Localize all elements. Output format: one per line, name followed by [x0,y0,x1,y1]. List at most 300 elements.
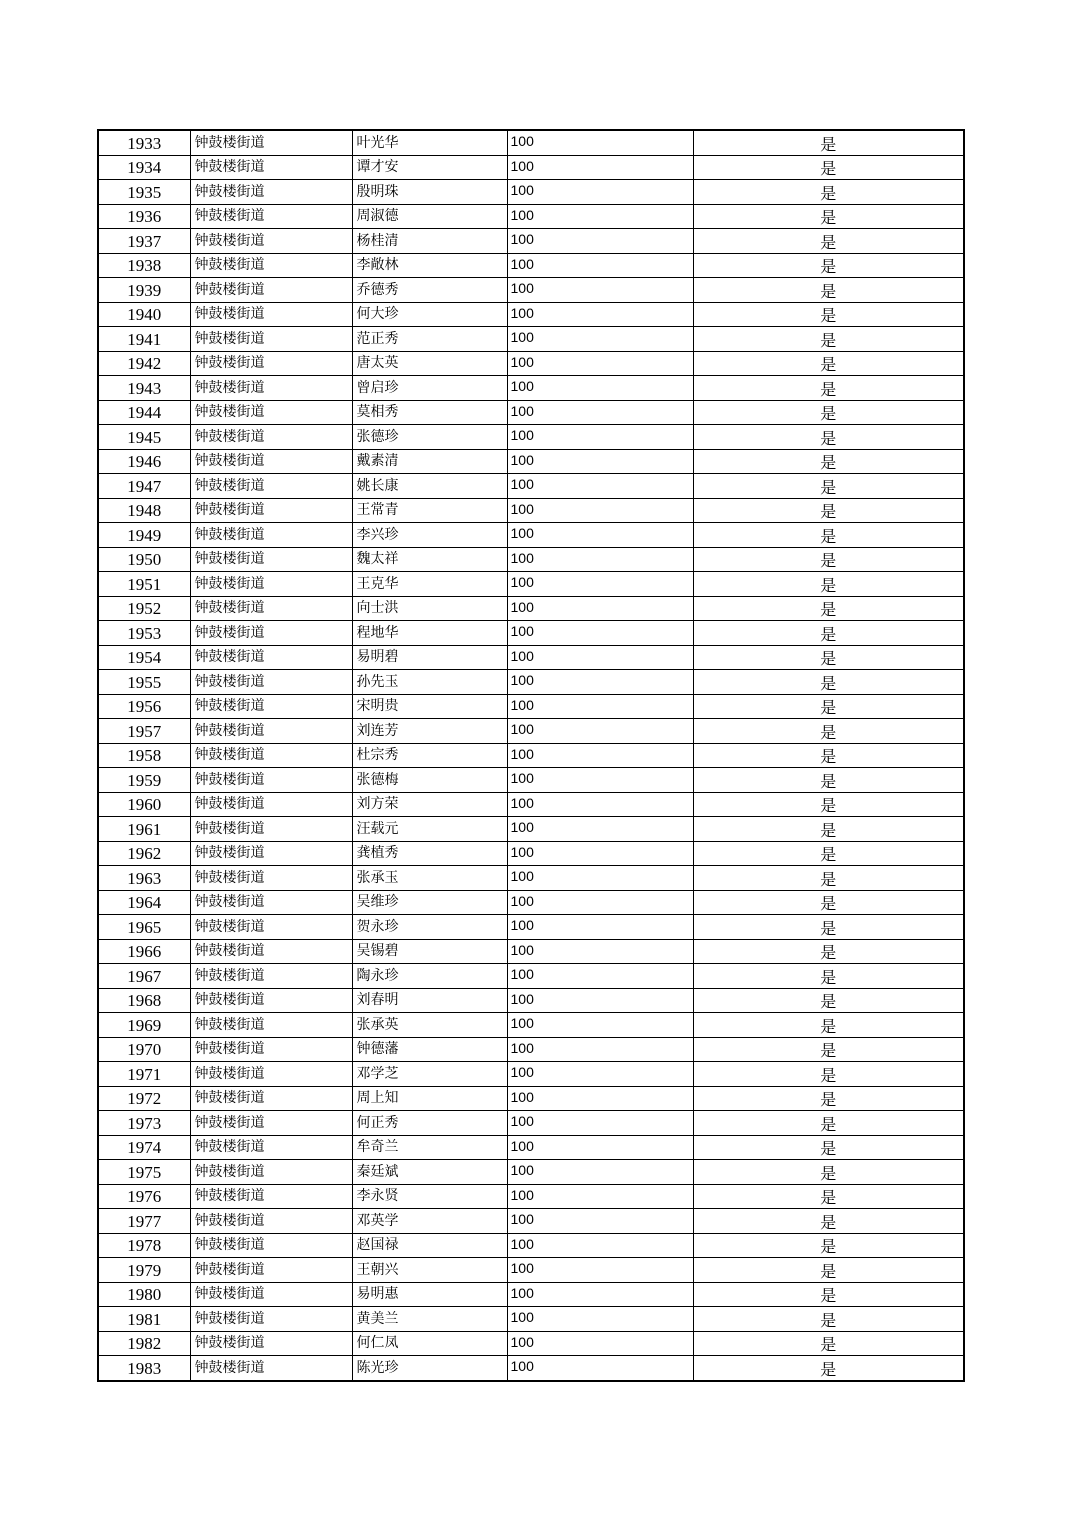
cell-serial-number: 1935 [98,180,190,205]
cell-street: 钟鼓楼街道 [190,1013,352,1038]
table-row [98,474,964,499]
cell-serial-number: 1977 [98,1209,190,1234]
cell-flag: 是 [693,596,964,621]
cell-street: 钟鼓楼街道 [190,1282,352,1307]
cell-amount: 100 [507,1013,693,1038]
table-row [98,866,964,891]
cell-person-name: 杨桂清 [352,229,507,254]
cell-serial-number: 1951 [98,572,190,597]
cell-person-name: 刘春明 [352,988,507,1013]
cell-flag: 是 [693,1209,964,1234]
cell-serial-number: 1975 [98,1160,190,1185]
cell-amount: 100 [507,596,693,621]
cell-street: 钟鼓楼街道 [190,694,352,719]
table-row [98,1086,964,1111]
cell-serial-number: 1943 [98,376,190,401]
cell-serial-number: 1939 [98,278,190,303]
cell-amount: 100 [507,939,693,964]
cell-street: 钟鼓楼街道 [190,425,352,450]
cell-person-name: 刘连芳 [352,719,507,744]
cell-flag: 是 [693,302,964,327]
table-row [98,621,964,646]
cell-street: 钟鼓楼街道 [190,278,352,303]
cell-flag: 是 [693,1356,964,1381]
cell-flag: 是 [693,988,964,1013]
cell-street: 钟鼓楼街道 [190,792,352,817]
table-row [98,1307,964,1332]
table-row [98,768,964,793]
cell-serial-number: 1940 [98,302,190,327]
table-row [98,792,964,817]
cell-person-name: 陶永珍 [352,964,507,989]
table-row [98,155,964,180]
cell-serial-number: 1942 [98,351,190,376]
cell-flag: 是 [693,1258,964,1283]
cell-amount: 100 [507,547,693,572]
cell-serial-number: 1933 [98,130,190,155]
cell-flag: 是 [693,792,964,817]
data-sheet [97,129,963,1382]
cell-amount: 100 [507,915,693,940]
cell-person-name: 张德珍 [352,425,507,450]
records-table [97,129,965,1382]
cell-flag: 是 [693,351,964,376]
table-row [98,719,964,744]
table-row [98,278,964,303]
cell-serial-number: 1946 [98,449,190,474]
cell-flag: 是 [693,890,964,915]
cell-amount: 100 [507,1356,693,1381]
cell-amount: 100 [507,890,693,915]
cell-amount: 100 [507,204,693,229]
cell-street: 钟鼓楼街道 [190,1160,352,1185]
cell-person-name: 贺永珍 [352,915,507,940]
cell-person-name: 王克华 [352,572,507,597]
cell-serial-number: 1980 [98,1282,190,1307]
table-row [98,596,964,621]
cell-street: 钟鼓楼街道 [190,939,352,964]
cell-street: 钟鼓楼街道 [190,964,352,989]
cell-person-name: 叶光华 [352,130,507,155]
cell-amount: 100 [507,743,693,768]
cell-serial-number: 1976 [98,1184,190,1209]
cell-person-name: 殷明珠 [352,180,507,205]
cell-person-name: 吴维珍 [352,890,507,915]
cell-serial-number: 1937 [98,229,190,254]
cell-flag: 是 [693,204,964,229]
cell-person-name: 易明惠 [352,1282,507,1307]
cell-serial-number: 1952 [98,596,190,621]
cell-serial-number: 1941 [98,327,190,352]
cell-flag: 是 [693,1184,964,1209]
table-row [98,1233,964,1258]
cell-street: 钟鼓楼街道 [190,621,352,646]
cell-flag: 是 [693,1037,964,1062]
cell-flag: 是 [693,1062,964,1087]
cell-person-name: 吴锡碧 [352,939,507,964]
cell-person-name: 秦廷斌 [352,1160,507,1185]
cell-serial-number: 1971 [98,1062,190,1087]
table-row [98,1062,964,1087]
cell-street: 钟鼓楼街道 [190,474,352,499]
cell-person-name: 何大珍 [352,302,507,327]
cell-serial-number: 1964 [98,890,190,915]
cell-street: 钟鼓楼街道 [190,1135,352,1160]
cell-street: 钟鼓楼街道 [190,1307,352,1332]
cell-serial-number: 1960 [98,792,190,817]
cell-person-name: 李兴珍 [352,523,507,548]
cell-amount: 100 [507,694,693,719]
cell-person-name: 邓英学 [352,1209,507,1234]
cell-street: 钟鼓楼街道 [190,743,352,768]
cell-flag: 是 [693,400,964,425]
cell-person-name: 姚长康 [352,474,507,499]
table-row [98,694,964,719]
cell-amount: 100 [507,1037,693,1062]
cell-flag: 是 [693,523,964,548]
cell-person-name: 赵国禄 [352,1233,507,1258]
cell-person-name: 唐太英 [352,351,507,376]
table-row [98,180,964,205]
table-row [98,302,964,327]
cell-flag: 是 [693,547,964,572]
cell-serial-number: 1968 [98,988,190,1013]
cell-amount: 100 [507,768,693,793]
cell-street: 钟鼓楼街道 [190,351,352,376]
cell-person-name: 杜宗秀 [352,743,507,768]
cell-amount: 100 [507,425,693,450]
cell-street: 钟鼓楼街道 [190,645,352,670]
table-row [98,523,964,548]
cell-serial-number: 1954 [98,645,190,670]
cell-person-name: 程地华 [352,621,507,646]
cell-street: 钟鼓楼街道 [190,327,352,352]
cell-street: 钟鼓楼街道 [190,1209,352,1234]
cell-amount: 100 [507,1184,693,1209]
cell-person-name: 张德梅 [352,768,507,793]
cell-flag: 是 [693,841,964,866]
records-table-body [98,130,964,1381]
cell-person-name: 易明碧 [352,645,507,670]
cell-amount: 100 [507,302,693,327]
cell-amount: 100 [507,1282,693,1307]
cell-amount: 100 [507,1209,693,1234]
cell-serial-number: 1983 [98,1356,190,1381]
cell-flag: 是 [693,155,964,180]
cell-flag: 是 [693,817,964,842]
cell-person-name: 魏太祥 [352,547,507,572]
cell-serial-number: 1969 [98,1013,190,1038]
cell-serial-number: 1945 [98,425,190,450]
cell-person-name: 乔德秀 [352,278,507,303]
cell-amount: 100 [507,792,693,817]
cell-flag: 是 [693,229,964,254]
cell-amount: 100 [507,988,693,1013]
cell-serial-number: 1956 [98,694,190,719]
cell-person-name: 曾启珍 [352,376,507,401]
table-row [98,964,964,989]
cell-serial-number: 1955 [98,670,190,695]
cell-person-name: 张承英 [352,1013,507,1038]
cell-flag: 是 [693,1282,964,1307]
cell-amount: 100 [507,1086,693,1111]
cell-flag: 是 [693,572,964,597]
cell-serial-number: 1936 [98,204,190,229]
table-row [98,425,964,450]
cell-amount: 100 [507,1258,693,1283]
cell-amount: 100 [507,351,693,376]
cell-person-name: 周上知 [352,1086,507,1111]
cell-street: 钟鼓楼街道 [190,204,352,229]
cell-person-name: 龚植秀 [352,841,507,866]
cell-amount: 100 [507,498,693,523]
cell-amount: 100 [507,523,693,548]
cell-person-name: 李敞林 [352,253,507,278]
table-row [98,817,964,842]
cell-street: 钟鼓楼街道 [190,866,352,891]
cell-street: 钟鼓楼街道 [190,130,352,155]
cell-amount: 100 [507,1111,693,1136]
cell-street: 钟鼓楼街道 [190,1233,352,1258]
cell-serial-number: 1972 [98,1086,190,1111]
table-row [98,1160,964,1185]
cell-flag: 是 [693,743,964,768]
cell-street: 钟鼓楼街道 [190,572,352,597]
cell-person-name: 汪载元 [352,817,507,842]
cell-flag: 是 [693,694,964,719]
table-row [98,130,964,155]
cell-flag: 是 [693,449,964,474]
table-row [98,670,964,695]
table-row [98,841,964,866]
cell-flag: 是 [693,645,964,670]
cell-flag: 是 [693,1086,964,1111]
cell-street: 钟鼓楼街道 [190,1086,352,1111]
cell-person-name: 张承玉 [352,866,507,891]
table-row [98,376,964,401]
cell-flag: 是 [693,498,964,523]
cell-amount: 100 [507,1062,693,1087]
cell-flag: 是 [693,670,964,695]
cell-serial-number: 1961 [98,817,190,842]
cell-flag: 是 [693,253,964,278]
cell-serial-number: 1974 [98,1135,190,1160]
cell-serial-number: 1938 [98,253,190,278]
cell-serial-number: 1963 [98,866,190,891]
table-row [98,1111,964,1136]
cell-flag: 是 [693,327,964,352]
cell-person-name: 何仁凤 [352,1331,507,1356]
table-row [98,351,964,376]
cell-amount: 100 [507,817,693,842]
cell-street: 钟鼓楼街道 [190,180,352,205]
cell-amount: 100 [507,327,693,352]
cell-person-name: 李永贤 [352,1184,507,1209]
cell-flag: 是 [693,1013,964,1038]
cell-flag: 是 [693,1331,964,1356]
cell-street: 钟鼓楼街道 [190,1184,352,1209]
cell-serial-number: 1950 [98,547,190,572]
table-row [98,1135,964,1160]
cell-serial-number: 1934 [98,155,190,180]
table-row [98,988,964,1013]
cell-flag: 是 [693,1111,964,1136]
cell-amount: 100 [507,645,693,670]
cell-amount: 100 [507,866,693,891]
cell-amount: 100 [507,376,693,401]
cell-amount: 100 [507,180,693,205]
cell-person-name: 黄美兰 [352,1307,507,1332]
cell-flag: 是 [693,964,964,989]
table-row [98,1037,964,1062]
cell-street: 钟鼓楼街道 [190,988,352,1013]
cell-person-name: 孙先玉 [352,670,507,695]
cell-amount: 100 [507,719,693,744]
cell-flag: 是 [693,621,964,646]
cell-flag: 是 [693,180,964,205]
cell-amount: 100 [507,253,693,278]
cell-street: 钟鼓楼街道 [190,400,352,425]
table-row [98,1356,964,1381]
cell-amount: 100 [507,1233,693,1258]
table-row [98,253,964,278]
table-row [98,915,964,940]
cell-serial-number: 1979 [98,1258,190,1283]
cell-person-name: 陈光珍 [352,1356,507,1381]
cell-serial-number: 1957 [98,719,190,744]
cell-amount: 100 [507,1135,693,1160]
cell-person-name: 宋明贵 [352,694,507,719]
cell-street: 钟鼓楼街道 [190,155,352,180]
table-row [98,449,964,474]
cell-serial-number: 1949 [98,523,190,548]
cell-street: 钟鼓楼街道 [190,817,352,842]
cell-street: 钟鼓楼街道 [190,1258,352,1283]
table-row [98,743,964,768]
table-row [98,1013,964,1038]
cell-serial-number: 1947 [98,474,190,499]
cell-person-name: 刘方荣 [352,792,507,817]
table-row [98,1184,964,1209]
cell-person-name: 邓学芝 [352,1062,507,1087]
table-row [98,229,964,254]
cell-person-name: 王常青 [352,498,507,523]
cell-street: 钟鼓楼街道 [190,670,352,695]
cell-flag: 是 [693,130,964,155]
cell-street: 钟鼓楼街道 [190,1062,352,1087]
cell-street: 钟鼓楼街道 [190,547,352,572]
cell-serial-number: 1978 [98,1233,190,1258]
table-row [98,1282,964,1307]
cell-amount: 100 [507,474,693,499]
table-row [98,890,964,915]
table-row [98,939,964,964]
cell-flag: 是 [693,939,964,964]
table-row [98,1258,964,1283]
cell-amount: 100 [507,1307,693,1332]
cell-flag: 是 [693,474,964,499]
cell-flag: 是 [693,1307,964,1332]
cell-street: 钟鼓楼街道 [190,523,352,548]
cell-street: 钟鼓楼街道 [190,229,352,254]
cell-flag: 是 [693,1135,964,1160]
cell-street: 钟鼓楼街道 [190,915,352,940]
cell-person-name: 王朝兴 [352,1258,507,1283]
cell-serial-number: 1966 [98,939,190,964]
cell-street: 钟鼓楼街道 [190,841,352,866]
cell-street: 钟鼓楼街道 [190,768,352,793]
cell-serial-number: 1967 [98,964,190,989]
cell-person-name: 范正秀 [352,327,507,352]
cell-amount: 100 [507,621,693,646]
cell-street: 钟鼓楼街道 [190,719,352,744]
cell-serial-number: 1973 [98,1111,190,1136]
cell-street: 钟鼓楼街道 [190,890,352,915]
table-row [98,400,964,425]
table-row [98,1331,964,1356]
cell-flag: 是 [693,425,964,450]
cell-person-name: 戴素清 [352,449,507,474]
cell-street: 钟鼓楼街道 [190,596,352,621]
cell-street: 钟鼓楼街道 [190,1356,352,1381]
cell-street: 钟鼓楼街道 [190,376,352,401]
cell-serial-number: 1970 [98,1037,190,1062]
cell-serial-number: 1962 [98,841,190,866]
cell-person-name: 谭才安 [352,155,507,180]
cell-street: 钟鼓楼街道 [190,1111,352,1136]
cell-flag: 是 [693,1233,964,1258]
table-row [98,1209,964,1234]
cell-amount: 100 [507,155,693,180]
cell-street: 钟鼓楼街道 [190,1037,352,1062]
cell-flag: 是 [693,376,964,401]
cell-serial-number: 1982 [98,1331,190,1356]
cell-serial-number: 1965 [98,915,190,940]
cell-person-name: 钟德藩 [352,1037,507,1062]
table-row [98,327,964,352]
cell-amount: 100 [507,229,693,254]
cell-street: 钟鼓楼街道 [190,253,352,278]
cell-person-name: 周淑德 [352,204,507,229]
cell-flag: 是 [693,768,964,793]
cell-serial-number: 1948 [98,498,190,523]
cell-serial-number: 1953 [98,621,190,646]
cell-street: 钟鼓楼街道 [190,1331,352,1356]
cell-person-name: 牟奇兰 [352,1135,507,1160]
cell-street: 钟鼓楼街道 [190,302,352,327]
cell-amount: 100 [507,1331,693,1356]
cell-flag: 是 [693,866,964,891]
cell-person-name: 何正秀 [352,1111,507,1136]
cell-person-name: 向士洪 [352,596,507,621]
table-row [98,572,964,597]
cell-street: 钟鼓楼街道 [190,449,352,474]
cell-amount: 100 [507,572,693,597]
cell-amount: 100 [507,964,693,989]
cell-flag: 是 [693,719,964,744]
table-row [98,498,964,523]
cell-amount: 100 [507,449,693,474]
table-row [98,204,964,229]
cell-amount: 100 [507,1160,693,1185]
cell-serial-number: 1981 [98,1307,190,1332]
cell-serial-number: 1944 [98,400,190,425]
cell-amount: 100 [507,841,693,866]
cell-amount: 100 [507,130,693,155]
table-row [98,645,964,670]
cell-amount: 100 [507,400,693,425]
cell-flag: 是 [693,1160,964,1185]
